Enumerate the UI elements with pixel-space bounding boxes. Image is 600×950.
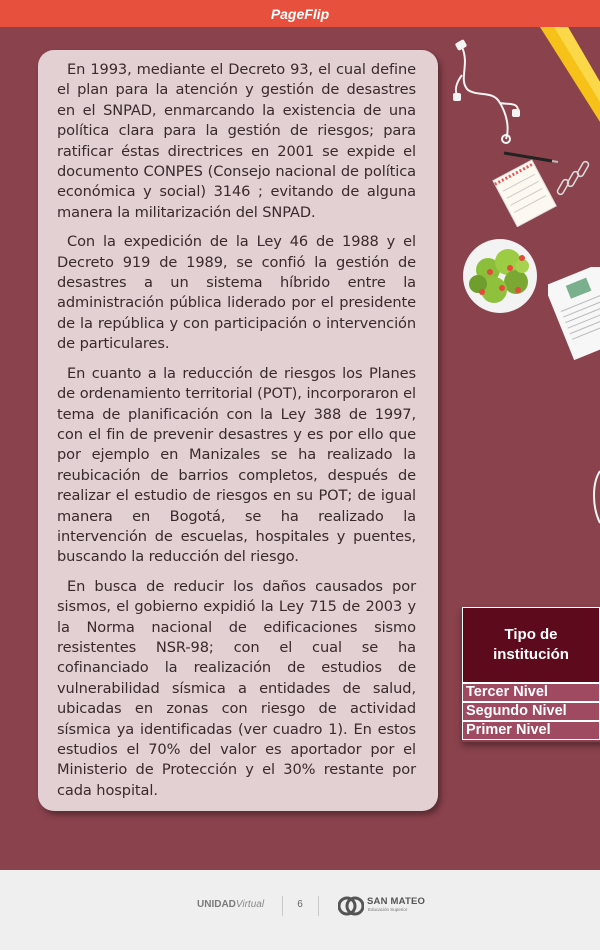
- san-mateo-emblem-icon: [338, 894, 364, 918]
- table-header-cell: Tipo de institución: [462, 607, 600, 683]
- cup-edge-decoration: [588, 467, 600, 527]
- paragraph-2: Con la expedición de la Ley 46 de 1988 y el Decreto 919 de 1989, se confió la gestión de desastres a un sistema híbrido entre la administración pública liderado por el presidente de la república y con participación o intervención de particulares.: [57, 233, 416, 353]
- text-card: [38, 50, 438, 811]
- top-bar: [0, 0, 600, 27]
- footer: [0, 870, 600, 950]
- page-number: 6: [297, 899, 303, 910]
- earphones-decoration: [448, 35, 528, 145]
- unidad-virtual-logo: UNIDADVirtual: [197, 899, 265, 910]
- institution-table: [462, 607, 600, 742]
- salad-bowl-decoration: [460, 232, 546, 318]
- table-row-segundo-nivel: Segundo Nivel: [462, 702, 600, 721]
- paragraph-1: En 1993, mediante el Decreto 93, el cual define el plan para la atención y gestión de desastres en el SNPAD, enmarcando la existencia de una política clara para la gestión de riesgos; para ratificar éstas directrices en 2001 se expide el documento CONPES (Consejo nacional de política económica y social) 3146 ; evitando de alguna manera la militarización del SNPAD.: [57, 61, 416, 221]
- table-row-primer-nivel: Primer Nivel: [462, 721, 600, 740]
- app-title: PageFlip: [270, 5, 330, 22]
- paragraph-4: En busca de reducir los daños causados por sismos, el gobierno expidió la Ley 715 de 2003 y la Norma nacional de edificaciones sismo resistentes NSR-98; con el cual se ha cofinanciado la realización de estudios de vulnerabilidad sísmica a entidades de salud, ubicadas en zonas con riesgo de actividad sísmica ya identificadas (ver cuadro 1). En estos estudios el 70% del valor es aportador por el Ministerio de Protección y el 30% restante por cada hospital.: [57, 577, 416, 799]
- newspaper-decoration: [548, 267, 600, 367]
- paperclips-decoration: [556, 149, 596, 209]
- page-stage: [0, 27, 600, 870]
- brand-subtitle: Educación Superior: [368, 907, 408, 912]
- san-mateo-logo: [338, 894, 428, 918]
- pencil-decoration: [540, 27, 600, 122]
- footer-divider: [282, 896, 283, 916]
- footer-divider: [318, 896, 319, 916]
- paragraph-3: En cuanto a la reducción de riesgos los Planes de ordenamiento territorial (POT), incorporaron el tema de planificación con la Ley 388 de 1997, con el fin de prevenir desastres y es por ello que por ejemplo en Manizales se ha realizado la reubicación de barrios completos, después de realizar el estudio de riesgos en su POT; de igual manera en Bogotá, se ha realizado la intervención de escuelas, hospitales y puentes, buscando la reducción del riesgo.: [57, 364, 416, 566]
- table-row-tercer-nivel: Tercer Nivel: [462, 683, 600, 702]
- brand-name: SAN MATEO: [367, 896, 426, 907]
- notepad-decoration: [490, 157, 560, 227]
